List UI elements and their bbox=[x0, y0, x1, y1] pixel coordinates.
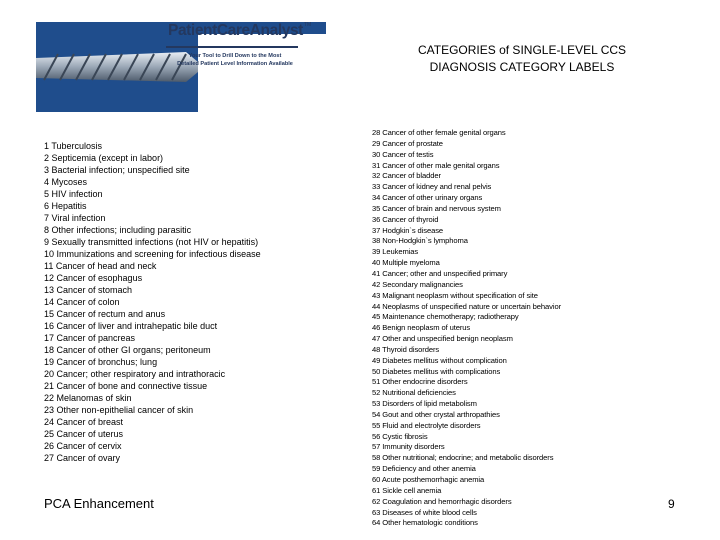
category-item: 12 Cancer of esophagus bbox=[44, 273, 143, 283]
category-item: 50 Diabetes mellitus with complications bbox=[372, 366, 501, 376]
page-title bbox=[372, 42, 672, 76]
logo-tagline-line2: Detailed Patient Level Information Available bbox=[177, 61, 293, 67]
category-item: 56 Cystic fibrosis bbox=[372, 431, 428, 441]
category-item: 48 Thyroid disorders bbox=[372, 344, 440, 354]
page-number: 9 bbox=[668, 497, 675, 511]
category-item: 16 Cancer of liver and intrahepatic bile duct bbox=[44, 321, 218, 331]
footer-label: PCA Enhancement bbox=[44, 496, 154, 511]
category-item: 63 Diseases of white blood cells bbox=[372, 507, 477, 517]
category-item: 46 Benign neoplasm of uterus bbox=[372, 323, 471, 333]
category-item: 40 Multiple myeloma bbox=[372, 258, 440, 268]
category-item: 53 Disorders of lipid metabolism bbox=[372, 399, 477, 409]
category-item: 18 Cancer of other GI organs; peritoneum bbox=[44, 345, 211, 355]
category-item: 20 Cancer; other respiratory and intrathoracic bbox=[44, 369, 226, 379]
category-item: 30 Cancer of testis bbox=[372, 149, 434, 159]
right-category-list bbox=[372, 128, 561, 529]
category-item: 45 Maintenance chemotherapy; radiotherapy bbox=[372, 312, 519, 322]
category-item: 36 Cancer of thyroid bbox=[372, 214, 439, 224]
category-item: 60 Acute posthemorrhagic anemia bbox=[372, 475, 485, 484]
category-item: 2 Septicemia (except in labor) bbox=[44, 153, 164, 163]
logo-brand-name: PatientCareAnalyst bbox=[168, 22, 303, 39]
category-item: 34 Cancer of other urinary organs bbox=[372, 193, 483, 203]
category-item: 39 Leukemias bbox=[372, 247, 419, 257]
left-category-list bbox=[44, 140, 261, 464]
category-item: 14 Cancer of colon bbox=[44, 297, 120, 307]
title-line2: DIAGNOSIS CATEGORY LABELS bbox=[429, 60, 615, 74]
category-item: 32 Cancer of bladder bbox=[372, 171, 441, 181]
category-item: 38 Non-Hodgkin`s lymphoma bbox=[372, 236, 468, 246]
logo-tagline-line1: Your Tool to Drill Down to the Most bbox=[188, 53, 282, 59]
category-item: 51 Other endocrine disorders bbox=[372, 377, 468, 387]
category-item: 25 Cancer of uterus bbox=[44, 429, 124, 439]
category-item: 4 Mycoses bbox=[44, 177, 88, 187]
category-item: 19 Cancer of bronchus; lung bbox=[44, 357, 158, 367]
category-item: 64 Other hematologic conditions bbox=[372, 518, 478, 528]
logo-divider bbox=[166, 46, 298, 48]
category-item: 7 Viral infection bbox=[44, 213, 106, 223]
category-item: 62 Coagulation and hemorrhagic disorders bbox=[372, 496, 512, 506]
category-item: 9 Sexually transmitted infections (not HIV or hepatitis) bbox=[44, 237, 259, 247]
category-item: 15 Cancer of rectum and anus bbox=[44, 309, 166, 319]
category-item: 23 Other non-epithelial cancer of skin bbox=[44, 405, 194, 415]
category-item: 3 Bacterial infection; unspecified site bbox=[44, 165, 190, 175]
category-item: 21 Cancer of bone and connective tissue bbox=[44, 381, 208, 391]
category-item: 41 Cancer; other and unspecified primary bbox=[372, 268, 508, 278]
category-item: 8 Other infections; including parasitic bbox=[44, 225, 192, 235]
category-item: 26 Cancer of cervix bbox=[44, 441, 122, 451]
title-line1: CATEGORIES of SINGLE-LEVEL CCS bbox=[417, 43, 627, 57]
category-item: 59 Deficiency and other anemia bbox=[372, 464, 476, 474]
category-item: 29 Cancer of prostate bbox=[372, 138, 443, 148]
category-item: 17 Cancer of pancreas bbox=[44, 333, 136, 343]
category-item: 31 Cancer of other male genital organs bbox=[372, 160, 500, 170]
category-item: 49 Diabetes mellitus without complication bbox=[372, 355, 507, 365]
category-item: 35 Cancer of brain and nervous system bbox=[372, 203, 501, 213]
category-item: 61 Sickle cell anemia bbox=[372, 485, 442, 495]
category-item: 57 Immunity disorders bbox=[372, 442, 445, 452]
category-item: 42 Secondary malignancies bbox=[372, 279, 463, 289]
category-item: 10 Immunizations and screening for infectious disease bbox=[44, 249, 261, 259]
category-item: 22 Melanomas of skin bbox=[44, 393, 132, 403]
category-item: 28 Cancer of other female genital organs bbox=[372, 128, 506, 137]
category-item: 1 Tuberculosis bbox=[44, 141, 103, 151]
category-item: 43 Malignant neoplasm without specification of site bbox=[372, 290, 538, 300]
category-item: 52 Nutritional deficiencies bbox=[372, 388, 456, 398]
category-item: 27 Cancer of ovary bbox=[44, 453, 121, 463]
category-item: 44 Neoplasms of unspecified nature or uncertain behavior bbox=[372, 301, 562, 311]
category-item: 55 Fluid and electrolyte disorders bbox=[372, 420, 481, 430]
category-item: 54 Gout and other crystal arthropathies bbox=[372, 409, 500, 419]
logo-trademark: TM bbox=[304, 22, 312, 28]
category-item: 47 Other and unspecified benign neoplasm bbox=[372, 334, 513, 344]
category-item: 24 Cancer of breast bbox=[44, 417, 124, 427]
category-item: 5 HIV infection bbox=[44, 189, 103, 199]
category-item: 13 Cancer of stomach bbox=[44, 285, 133, 295]
category-item: 33 Cancer of kidney and renal pelvis bbox=[372, 182, 492, 192]
category-item: 6 Hepatitis bbox=[44, 201, 87, 211]
category-item: 37 Hodgkin`s disease bbox=[372, 225, 444, 235]
category-item: 58 Other nutritional; endocrine; and metabolic disorders bbox=[372, 453, 554, 463]
category-item: 11 Cancer of head and neck bbox=[44, 261, 157, 271]
